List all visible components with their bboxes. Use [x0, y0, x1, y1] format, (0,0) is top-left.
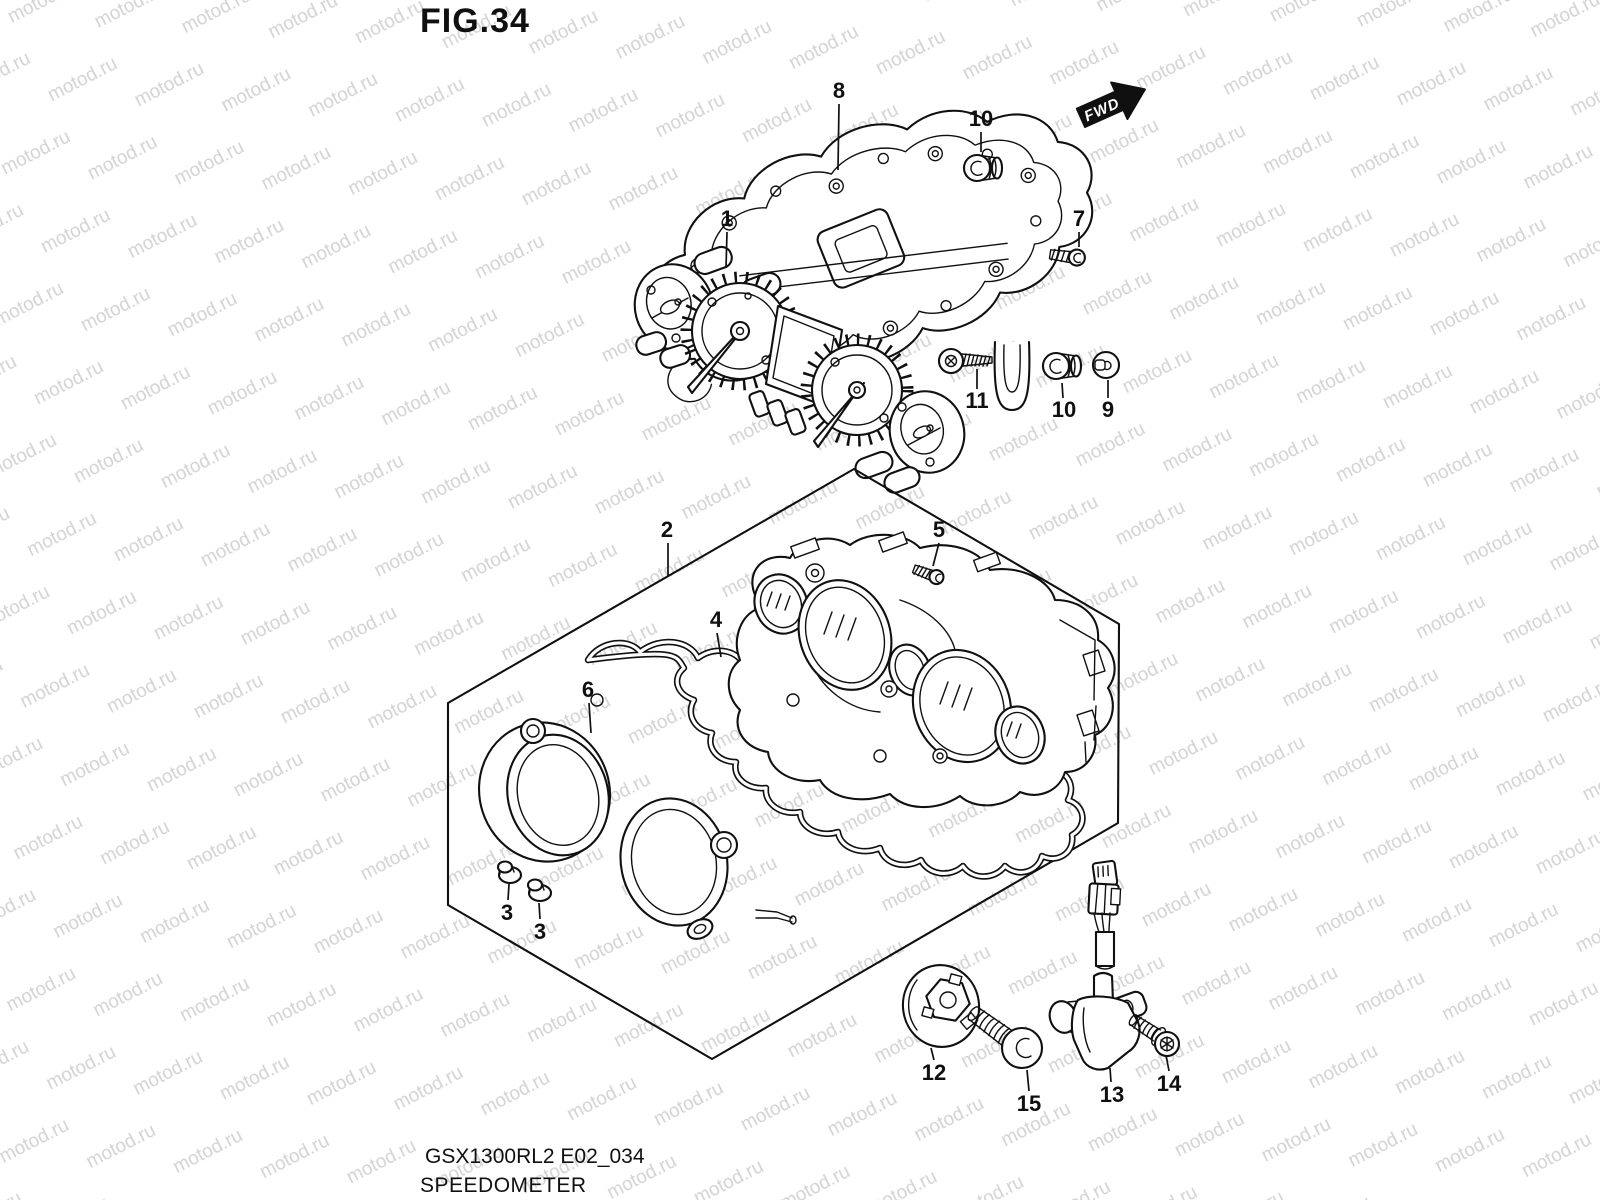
leader-line-13 [1110, 1068, 1111, 1082]
part10-grommet-top [964, 155, 1002, 181]
figure-title: FIG.34 [420, 2, 530, 40]
leader-line-3 [508, 884, 509, 900]
part-label-10: 10 [1051, 397, 1077, 422]
part-label-11: 11 [965, 388, 989, 413]
part-label-4: 4 [709, 607, 723, 632]
part-label-8: 8 [832, 78, 846, 103]
part-label-15: 15 [1016, 1091, 1042, 1116]
part-label-9: 9 [1101, 397, 1115, 422]
leader-line-3 [539, 903, 540, 919]
leader-line-10 [1062, 383, 1063, 398]
part-label-5: 5 [932, 517, 946, 542]
part-label-2: 2 [660, 517, 674, 542]
part-label-10: 10 [968, 106, 994, 131]
part-label-7: 7 [1072, 206, 1086, 231]
part9-damper [1093, 352, 1119, 378]
part-label-6: 6 [581, 677, 595, 702]
fwd-arrow-label: FWD [1081, 94, 1123, 126]
part-label-14: 14 [1156, 1071, 1182, 1096]
leader-line-1 [726, 232, 727, 268]
part-label-12: 12 [921, 1060, 947, 1085]
part-label-3: 3 [533, 919, 547, 944]
part-label-1: 1 [720, 206, 734, 231]
figure-model-code: GSX1300RL2 E02_034 [425, 1145, 645, 1168]
part-label-13: 13 [1099, 1082, 1125, 1107]
leader-line-8 [838, 104, 839, 170]
part10-grommet-bottom [1043, 353, 1081, 379]
figure-caption: SPEEDOMETER [420, 1174, 587, 1197]
part-label-3: 3 [500, 900, 514, 925]
